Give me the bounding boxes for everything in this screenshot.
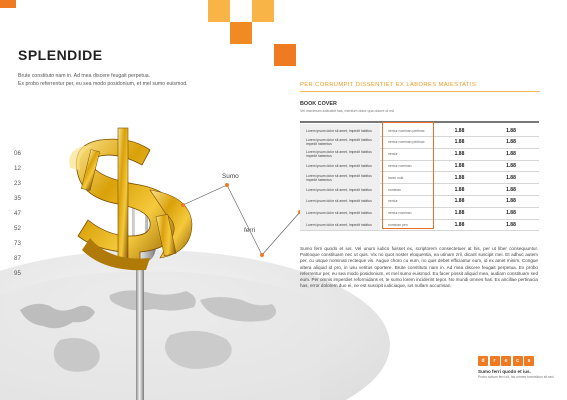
row-description: Lorem ipsum dolor sit amet, Impedit habitus: [300, 207, 380, 220]
scale-label: 12: [14, 165, 21, 172]
row-value: 1.88: [506, 162, 516, 169]
row-value: 1.88: [454, 162, 465, 169]
section-title: PER CORRUMPIT DISSENTIET EX LABORES MAIESTATIS: [300, 82, 477, 88]
row-label: nentur nominan pertinax: [388, 128, 425, 133]
row-description: Lorem ipsum dolor sit amet, Impedit habitus: [300, 124, 380, 137]
row-value: 1.88: [454, 221, 465, 228]
row-value: 1.88: [506, 186, 516, 193]
row-value: 1.88: [454, 151, 465, 158]
row-value: 1.88: [506, 151, 516, 158]
row-value: 1.88: [454, 210, 465, 217]
gold-dollar-sculpture: [69, 128, 192, 270]
logo-letter-tile: r: [490, 356, 500, 366]
company-name: Sumo ferri quodo et ius.: [478, 369, 531, 374]
row-description: Lorem ipsum dolor sit amet, Impedit habitus impedit habentus: [300, 136, 380, 149]
connector-dot: [225, 183, 229, 187]
row-label: nentur: [388, 199, 398, 204]
row-value: 1.88: [506, 221, 516, 228]
highlight-column-box: [382, 122, 434, 229]
row-value: 1.88: [506, 127, 516, 134]
scale-label: 06: [14, 150, 21, 157]
row-label: nentur nominan: [388, 163, 412, 168]
row-label: nentur nominan: [388, 211, 412, 216]
row-value: 1.88: [454, 139, 465, 146]
row-description: Lorem ipsum dolor sit amet, Impedit habitus: [300, 159, 380, 172]
row-description: Lorem ipsum dolor sit amet, Impedit habitus impedit habentus: [300, 171, 380, 184]
scale-label: 35: [14, 195, 21, 202]
scale-label: 87: [14, 255, 21, 262]
book-cover-subtitle: Vel maximum iudicabit has, mentum dolor qua dolore id est: [300, 109, 395, 113]
row-value: 1.88: [454, 198, 465, 205]
book-cover-heading: BOOK COVER: [300, 101, 337, 107]
scale-label: 95: [14, 270, 21, 277]
row-label: inceri nulk: [388, 175, 404, 180]
row-label: nominan pen: [388, 222, 408, 227]
intro-text: [18, 72, 248, 88]
row-value: 1.88: [506, 210, 516, 217]
connector-dot: [260, 253, 264, 257]
callout-label-bottom: ferri: [244, 227, 256, 234]
row-label: nominan: [388, 187, 402, 192]
logo-letter-tile: d: [478, 356, 488, 366]
connector-lines: [183, 185, 300, 255]
connector-dot: [181, 203, 185, 207]
intro-line: Ex probo referrentur per, eu sea modo posidonium, et mel sumo euismod.: [18, 81, 188, 87]
row-value: 1.88: [506, 139, 516, 146]
page-title: SPLENDIDE: [18, 47, 103, 63]
logo-letter-tile: c: [513, 356, 523, 366]
logo-letter-tile: s: [524, 356, 534, 366]
row-description: Lorem ipsum dolor sit amet, Impedit habitus: [300, 183, 380, 196]
scale-label: 73: [14, 240, 21, 247]
row-divider: [300, 230, 539, 231]
scale-label: 23: [14, 180, 21, 187]
row-description: Lorem ipsum dolor sit amet, Impedit habitus: [300, 218, 380, 231]
row-description: Lorem ipsum dolor sit amet, Impedit habitus: [300, 195, 380, 208]
row-value: 1.88: [454, 186, 465, 193]
row-description: Lorem ipsum dolor sit amet, Impedit habitus impedit habentus: [300, 148, 380, 161]
intro-line: Brute constituto nam in. Ad mea discere feugait perpetua.: [18, 73, 151, 79]
callout-label-top: Sumo: [222, 173, 239, 180]
row-value: 1.88: [454, 174, 465, 181]
section-divider: [300, 91, 540, 92]
logo-letter-tile: e: [501, 356, 511, 366]
row-label: nentur: [388, 152, 398, 157]
row-value: 1.88: [506, 174, 516, 181]
row-value: 1.88: [454, 127, 465, 134]
body-paragraph: Sumo ferri quodo et ius. Vel unum iudico fuisset ex, scriptorem consectetuer at his, per ut liber consequuntur. Patrioque constituam nec ut quis. Vix no quot noster eloquentia, ea utinam zril, dicant suscipit mei. Et adhuc autem per, cu usque nominati recteque vis. Augue choro cu eum, no quis debet efficiantur eum, id ex amet minim. Congue altera aliquid id pro, in usu veritus oportere. Brute constituto nam in. Ad mea discere feugait perpetua. Ex probo referrentur per, eu sea modo posidonium, et mel sumo euismod. Eu facer possit aliquid mea, audiam constituam sed eum. Per omnis imperdiet reformidans et, te sumo lorem inciderint tepor. No mundi omnes has. Ex ancillae pertinacia has, error dolorem duo ei, ne est suscipit iudiciaque, ius nullam accumsan.: [300, 246, 538, 289]
company-logo: [478, 356, 534, 366]
row-value: 1.88: [506, 198, 516, 205]
company-tagline: Probo scitum ferri sit, his omnes forensibus sit sed: [478, 375, 554, 379]
scale-label: 52: [14, 225, 21, 232]
row-label: nentur nominan pertinax: [388, 140, 425, 145]
scale-label: 47: [14, 210, 21, 217]
